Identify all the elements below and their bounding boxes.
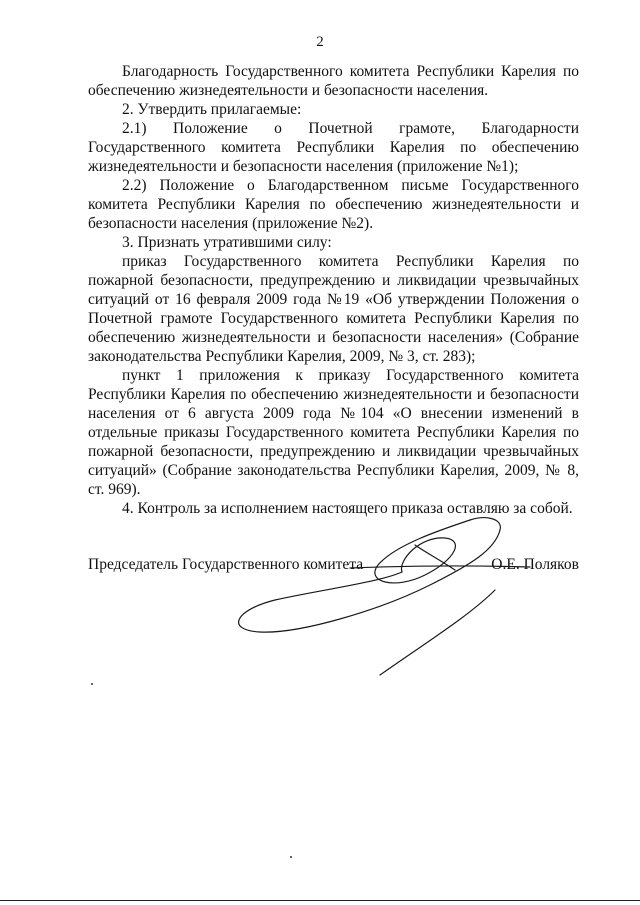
paragraph-repealed-order: приказ Государственного комитета Республики Карелия по пожарной безопасности, предупреждению и ликвидации чрезвычайных ситуаций от 16 февраля 2009 года №19 «Об утверждении Положения о Почетной грамоте Государственного комитета Республики Карелия по обеспечению жизнедеятельности и безопасности населения» (Собрание законодательства Республики Карелия, 2009, № 3, ст. 283);	[88, 253, 579, 365]
scan-speck-bottom	[290, 856, 292, 858]
paragraph-item-3: 3. Признать утратившими силу:	[122, 234, 332, 251]
signatory-title: Председатель Государственного комитета	[88, 556, 364, 573]
scan-speck-left	[91, 683, 93, 685]
paragraph-item-2-2: 2.2) Положение о Благодарственном письме Государственного комитета Республики Карелия по обеспечению жизнедеятельности и безопасности населения (приложение №2).	[88, 177, 579, 232]
paragraph-item-4: 4. Контроль за исполнением настоящего приказа оставляю за собой.	[122, 500, 573, 517]
document-body	[88, 62, 579, 518]
paragraph-gratitude-continuation: Благодарность Государственного комитета Республики Карелия по обеспечению жизнедеятельности и безопасности населения.	[88, 63, 579, 99]
paragraph-item-2: 2. Утвердить прилагаемые:	[122, 101, 302, 118]
scan-edge-line	[0, 900, 640, 901]
page-number: 2	[316, 34, 324, 50]
paragraph-item-2-1: 2.1) Положение о Почетной грамоте, Благодарности Государственного комитета Республики Карелия по обеспечению жизнедеятельности и безопасности населения (приложение №1);	[88, 120, 579, 175]
paragraph-repealed-point: пункт 1 приложения к приказу Государственного комитета Республики Карелия по обеспечению жизнедеятельности и безопасности населения от 6 августа 2009 года №104 «О внесении изменений в отдельные приказы Государственного комитета Республики Карелия по пожарной безопасности, предупреждению и ликвидации чрезвычайных ситуаций» (Собрание законодательства Республики Карелия, 2009, № 8, ст. 969).	[88, 367, 579, 498]
signatory-name: О.Е. Поляков	[491, 556, 579, 573]
